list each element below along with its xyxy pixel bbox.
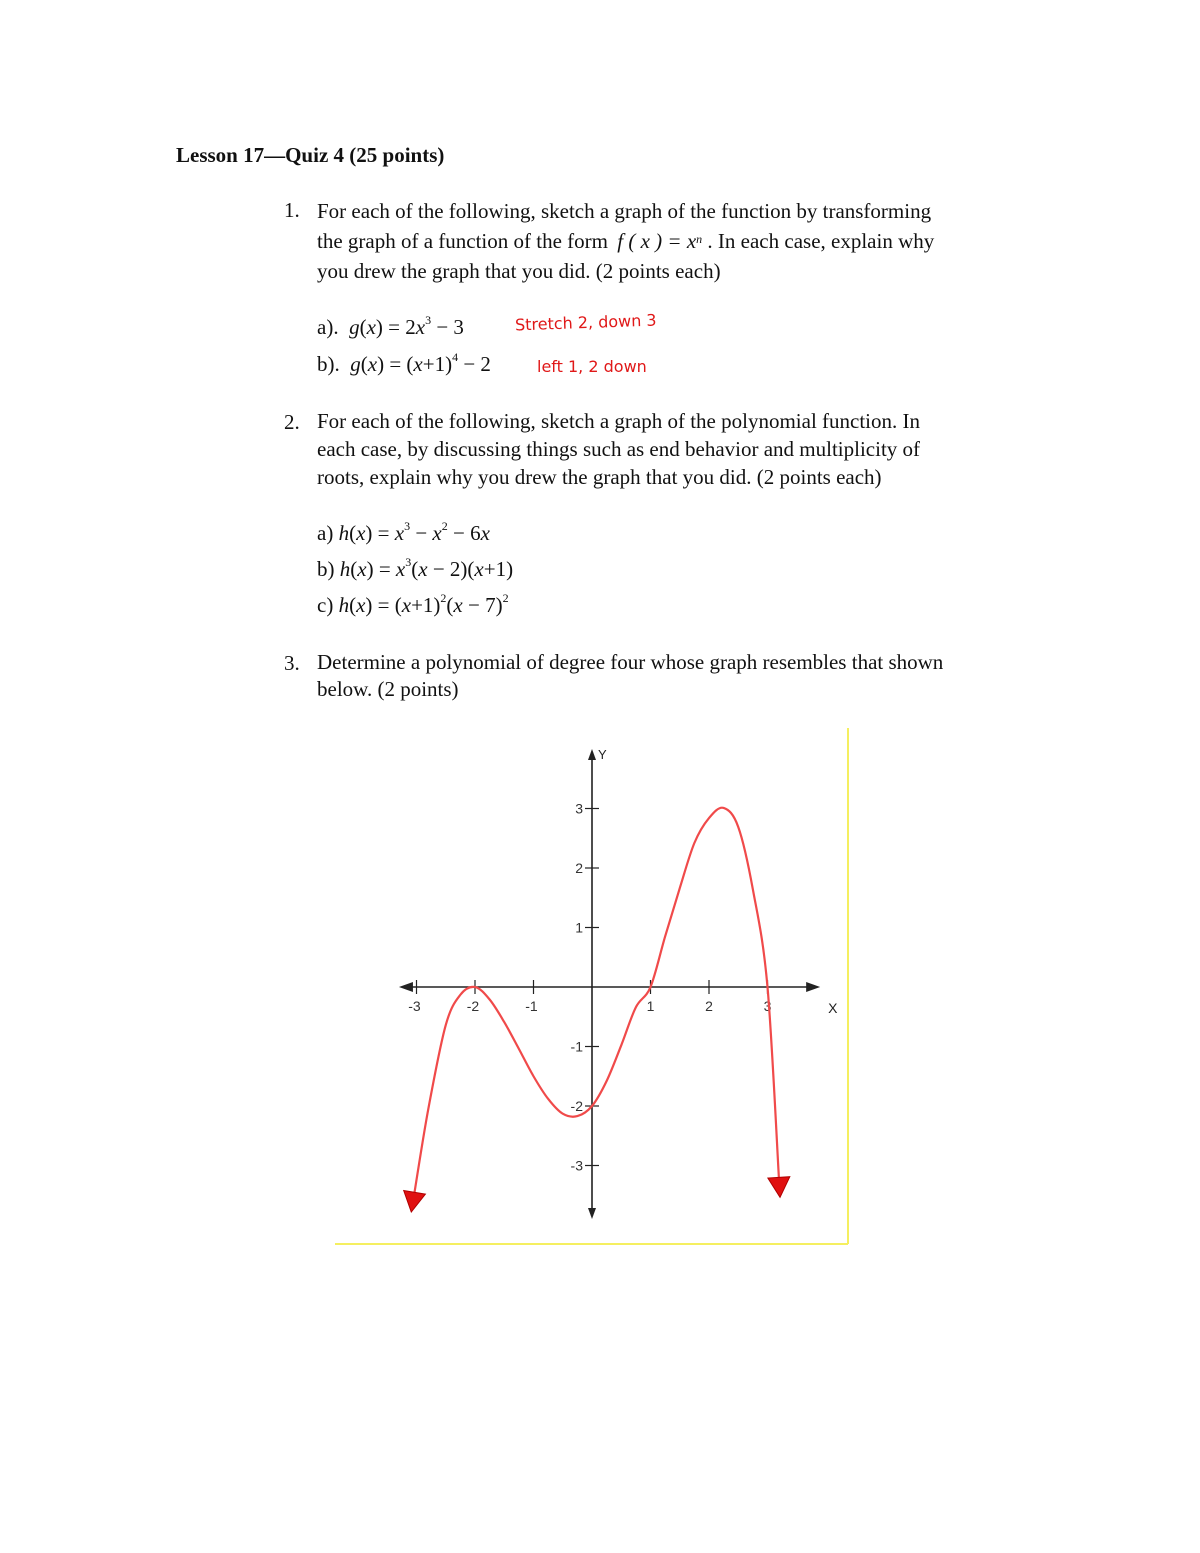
x-tick-label--3: -3 <box>408 998 421 1014</box>
question-1a: a). $g(x) = 2x^3 - 3$ <box>317 313 464 339</box>
y-tick-label-2: 2 <box>575 860 583 876</box>
y-tick-label--2: -2 <box>570 1098 583 1114</box>
question-1-line-2-tail: . In each case, explain why <box>707 229 935 253</box>
y-axis-bottom-arrow <box>588 1208 596 1219</box>
x-tick-label--2: -2 <box>466 998 480 1014</box>
quiz-title: Lesson 17—Quiz 4 (25 points) <box>176 143 445 167</box>
question-1-line-2-text: the graph of a function of the form <box>317 229 608 253</box>
question-1b: b). $g(x) = (x+1)^4 - 2$ <box>317 350 491 376</box>
question-3-line-1: Determine a polynomial of degree four whose graph resembles that shown <box>317 650 944 674</box>
y-tick-label-3: 3 <box>575 800 583 817</box>
curve-left-arrow <box>404 1191 426 1213</box>
question-2-text <box>317 407 1037 491</box>
x-axis-label: X <box>828 1000 838 1016</box>
question-2-line-1: For each of the following, sketch a graph of the polynomial function. In <box>317 409 921 433</box>
curve-right-arrow <box>768 1177 790 1198</box>
x-tick-label-1: 1 <box>646 998 655 1014</box>
question-3-text <box>317 649 1037 703</box>
question-1-text <box>317 196 1037 286</box>
question-3-number: 3. <box>284 651 300 675</box>
handwritten-note-1a: Stretch 2, down 3 <box>514 310 657 335</box>
y-tick-label-1: 1 <box>575 919 583 936</box>
question-1-line-3: you drew the graph that you did. (2 points each) <box>317 259 721 283</box>
y-axis-top-arrow <box>588 749 596 760</box>
y-tick-label--1: -1 <box>570 1038 583 1055</box>
question-1-line-2 <box>317 226 1037 256</box>
y-tick-label--3: -3 <box>570 1157 583 1174</box>
polynomial-graph <box>335 728 850 1246</box>
function-form: f ( x ) = $x^n$ <box>617 229 703 253</box>
question-2-line-3: roots, explain why you drew the graph that you did. (2 points each) <box>317 465 882 489</box>
question-1-number: 1. <box>284 198 300 222</box>
question-1-line-1: For each of the following, sketch a graph of the function by transforming <box>317 199 932 223</box>
y-axis-label: Y <box>598 747 607 762</box>
question-3-line-2: below. (2 points) <box>317 677 459 701</box>
handwritten-note-1b: left 1, 2 down <box>537 357 647 376</box>
question-2b: b) $h(x) = x^3(x - 2)(x+1)$ <box>317 555 514 581</box>
question-2a: a) $h(x) = x^3 - x^2 - 6x$ <box>317 519 490 545</box>
x-tick-label-2: 2 <box>705 998 713 1014</box>
x-tick-label--1: -1 <box>525 998 538 1014</box>
question-2-line-2: each case, by discussing things such as end behavior and multiplicity of <box>317 437 921 461</box>
x-axis-right-arrow <box>806 982 820 992</box>
x-tick-label-3: 3 <box>763 998 772 1014</box>
question-2c: c) $h(x) = (x+1)^2(x - 7)^2$ <box>317 591 509 617</box>
x-axis-left-arrow <box>399 982 413 992</box>
question-2-number: 2. <box>284 410 300 434</box>
